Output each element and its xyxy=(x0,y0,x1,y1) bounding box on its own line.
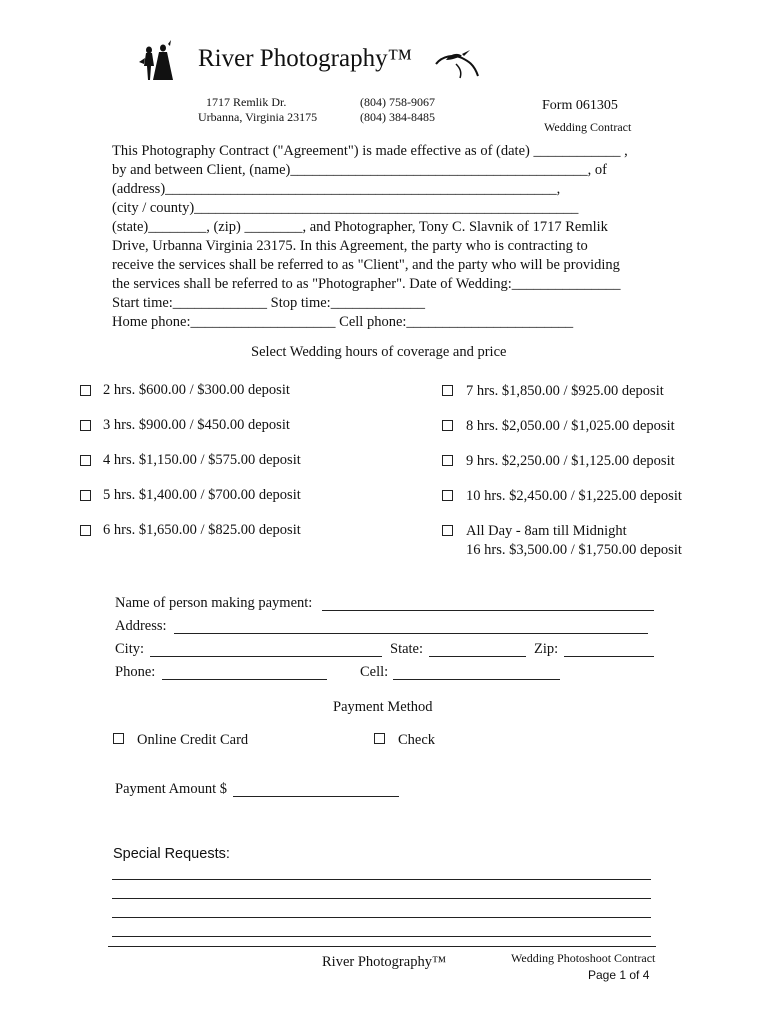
agreement-line: the services shall be referred to as "Photographer". Date of Wedding:_______________ xyxy=(112,276,621,292)
payer-phone-label: Phone: xyxy=(115,664,156,680)
payment-check-label: Check xyxy=(398,732,436,748)
payer-cell-label: Cell: xyxy=(360,664,389,680)
heron-bird-logo xyxy=(432,46,482,82)
coverage-option-sublabel: 16 hrs. $3,500.00 / $1,750.00 deposit xyxy=(466,542,682,558)
address-line-1: 1717 Remlik Dr. xyxy=(206,95,287,109)
coverage-checkbox-7hrs[interactable] xyxy=(442,385,453,396)
payer-state-label: State: xyxy=(390,641,424,657)
coverage-option-label: 3 hrs. $900.00 / $450.00 deposit xyxy=(103,417,290,433)
coverage-checkbox-9hrs[interactable] xyxy=(442,455,453,466)
agreement-line: by and between Client, (name)_________________________________________, of xyxy=(112,162,607,178)
coverage-option-label: 8 hrs. $2,050.00 / $1,025.00 deposit xyxy=(466,418,675,434)
special-requests-line[interactable] xyxy=(112,936,651,937)
special-requests-line[interactable] xyxy=(112,898,651,899)
coverage-option-label: 4 hrs. $1,150.00 / $575.00 deposit xyxy=(103,452,301,468)
coverage-checkbox-2hrs[interactable] xyxy=(80,385,91,396)
payment-online-label: Online Credit Card xyxy=(137,732,249,748)
footer-brand: River Photography™ xyxy=(322,954,447,970)
coverage-option-label: 7 hrs. $1,850.00 / $925.00 deposit xyxy=(466,383,664,399)
coverage-option-label: 9 hrs. $2,250.00 / $1,125.00 deposit xyxy=(466,453,675,469)
special-requests-line[interactable] xyxy=(112,879,651,880)
payer-zip-label: Zip: xyxy=(534,641,559,657)
agreement-line: Start time:_____________ Stop time:_____________ xyxy=(112,295,425,311)
footer-divider xyxy=(108,946,656,947)
agreement-paragraph xyxy=(112,142,672,332)
payer-phone-field[interactable] xyxy=(162,679,327,680)
agreement-line: (city / county)_____________________________________________________ xyxy=(112,200,579,216)
agreement-line: Home phone:____________________ Cell phone:_______________________ xyxy=(112,314,574,330)
payer-name-field[interactable] xyxy=(322,610,654,611)
agreement-line: (state)________, (zip) ________, and Photographer, Tony C. Slavnik of 1717 Remlik xyxy=(112,219,608,235)
coverage-checkbox-8hrs[interactable] xyxy=(442,420,453,431)
payment-amount-label: Payment Amount $ xyxy=(115,781,227,797)
payment-online-checkbox[interactable] xyxy=(113,733,124,744)
agreement-line: This Photography Contract ("Agreement") is made effective as of (date) ____________ , xyxy=(112,143,628,159)
payer-address-label: Address: xyxy=(115,618,167,634)
coverage-option-label: 2 hrs. $600.00 / $300.00 deposit xyxy=(103,382,290,398)
couple-silhouette-logo xyxy=(135,40,179,82)
special-requests-label: Special Requests: xyxy=(113,846,230,862)
coverage-checkbox-all-day[interactable] xyxy=(442,525,453,536)
footer-doc-title: Wedding Photoshoot Contract xyxy=(511,951,656,965)
address-line-2: Urbanna, Virginia 23175 xyxy=(198,110,318,124)
agreement-line: (address)______________________________________________________, xyxy=(112,181,561,197)
payment-amount-field[interactable] xyxy=(233,796,399,797)
coverage-checkbox-5hrs[interactable] xyxy=(80,490,91,501)
payer-address-field[interactable] xyxy=(174,633,648,634)
phone-1: (804) 758-9067 xyxy=(360,95,435,109)
special-requests-line[interactable] xyxy=(112,917,651,918)
form-number: Form 061305 xyxy=(542,98,618,113)
footer-page-number: Page 1 of 4 xyxy=(588,968,650,982)
coverage-option-label: 5 hrs. $1,400.00 / $700.00 deposit xyxy=(103,487,301,503)
coverage-checkbox-10hrs[interactable] xyxy=(442,490,453,501)
coverage-heading: Select Wedding hours of coverage and price xyxy=(251,344,507,360)
company-title: River Photography™ xyxy=(198,45,413,72)
payer-city-field[interactable] xyxy=(150,656,382,657)
coverage-option-label: All Day - 8am till Midnight xyxy=(466,523,627,539)
form-subtitle: Wedding Contract xyxy=(544,120,632,134)
coverage-checkbox-6hrs[interactable] xyxy=(80,525,91,536)
payer-zip-field[interactable] xyxy=(564,656,654,657)
payer-name-label: Name of person making payment: xyxy=(115,595,313,611)
phone-2: (804) 384-8485 xyxy=(360,110,435,124)
payment-method-heading: Payment Method xyxy=(333,699,433,715)
coverage-option-label: 6 hrs. $1,650.00 / $825.00 deposit xyxy=(103,522,301,538)
payment-check-checkbox[interactable] xyxy=(374,733,385,744)
agreement-line: receive the services shall be referred to as "Client", and the party who will be providing xyxy=(112,257,620,273)
agreement-line: Drive, Urbanna Virginia 23175. In this Agreement, the party who is contracting to xyxy=(112,238,588,254)
payer-city-label: City: xyxy=(115,641,145,657)
coverage-checkbox-4hrs[interactable] xyxy=(80,455,91,466)
coverage-checkbox-3hrs[interactable] xyxy=(80,420,91,431)
coverage-option-label: 10 hrs. $2,450.00 / $1,225.00 deposit xyxy=(466,488,682,504)
payer-state-field[interactable] xyxy=(429,656,526,657)
payer-cell-field[interactable] xyxy=(393,679,560,680)
